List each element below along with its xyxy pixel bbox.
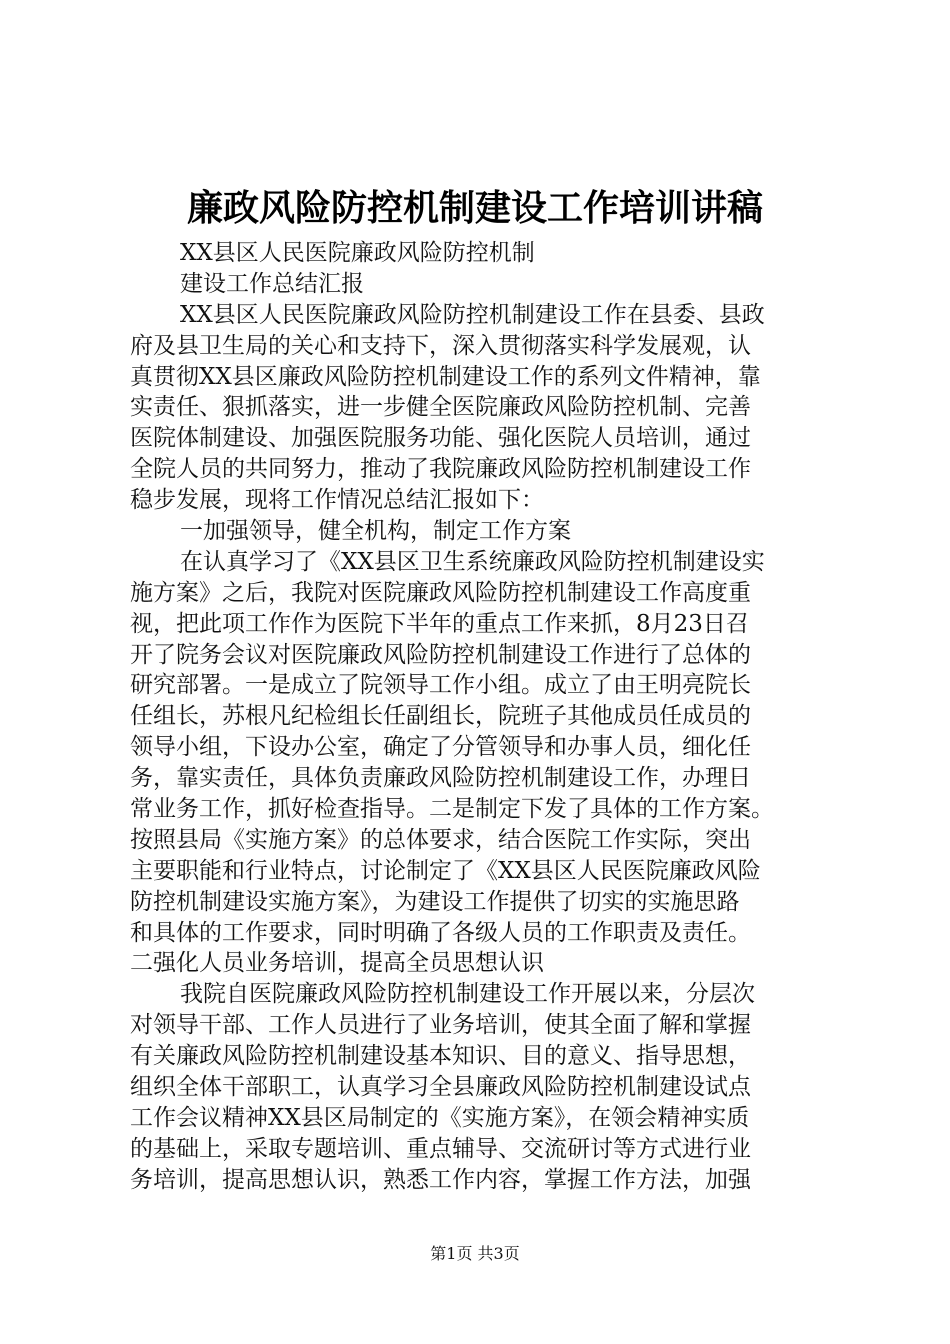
paragraph-line: XX县区人民医院廉政风险防控机制建设工作在县委、县政 [180, 301, 765, 328]
paragraph-line: 实责任、狠抓落实，进一步健全医院廉政风险防控机制、完善 [130, 394, 751, 421]
paragraph-line: 和具体的工作要求，同时明确了各级人员的工作职责及责任。 [130, 919, 751, 946]
subtitle-line: XX县区人民医院廉政风险防控机制 [180, 240, 535, 266]
paragraph-line: 按照县局《实施方案》的总体要求，结合医院工作实际，突出 [130, 826, 751, 853]
paragraph-line: 务培训，提高思想认识，熟悉工作内容，掌握工作方法，加强 [130, 1166, 751, 1193]
paragraph-line: 稳步发展，现将工作情况总结汇报如下： [130, 487, 544, 514]
paragraph-line: 务，靠实责任，具体负责廉政风险防控机制建设工作，办理日 [130, 765, 751, 792]
section-heading: 二强化人员业务培训，提高全员思想认识 [130, 950, 544, 977]
paragraph-line: 我院自医院廉政风险防控机制建设工作开展以来，分层次 [180, 981, 755, 1008]
paragraph-line: 在认真学习了《XX县区卫生系统廉政风险防控机制建设实 [180, 548, 765, 575]
document-title: 廉政风险防控机制建设工作培训讲稿 [186, 187, 763, 229]
paragraph-line: 视，把此项工作作为医院下半年的重点工作来抓，8月23日召 [130, 610, 749, 637]
paragraph-line: 全院人员的共同努力，推动了我院廉政风险防控机制建设工作 [130, 456, 751, 483]
paragraph-line: 防控机制建设实施方案》，为建设工作提供了切实的实施思路 [130, 888, 740, 915]
paragraph-line: 府及县卫生局的关心和支持下，深入贯彻落实科学发展观，认 [130, 332, 751, 359]
paragraph-line: 常业务工作，抓好检查指导。二是制定下发了具体的工作方案。 [130, 796, 774, 823]
page-number-footer: 第1页 共3页 [430, 1244, 520, 1263]
paragraph-line: 研究部署。一是成立了院领导工作小组。成立了由王明亮院长 [130, 672, 751, 699]
paragraph-line: 工作会议精神XX县区局制定的《实施方案》，在领会精神实质 [130, 1104, 750, 1131]
subtitle-line: 建设工作总结汇报 [180, 270, 364, 297]
document-body [130, 238, 834, 1196]
paragraph-line: 主要职能和行业特点，讨论制定了《XX县区人民医院廉政风险 [130, 857, 761, 884]
section-heading: 一加强领导，健全机构，制定工作方案 [180, 518, 571, 545]
paragraph-line: 任组长，苏根凡纪检组长任副组长，院班子其他成员任成员的 [130, 703, 751, 730]
paragraph-line: 组织全体干部职工，认真学习全县廉政风险防控机制建设试点 [130, 1074, 751, 1101]
paragraph-line: 开了院务会议对医院廉政风险防控机制建设工作进行了总体的 [130, 641, 751, 668]
paragraph-line: 有关廉政风险防控机制建设基本知识、目的意义、指导思想， [130, 1043, 751, 1070]
paragraph-line: 真贯彻XX县区廉政风险防控机制建设工作的系列文件精神，靠 [130, 363, 761, 390]
paragraph-line: 对领导干部、工作人员进行了业务培训，使其全面了解和掌握 [130, 1012, 751, 1039]
paragraph-line: 施方案》之后，我院对医院廉政风险防控机制建设工作高度重 [130, 579, 751, 606]
paragraph-line: 领导小组，下设办公室，确定了分管领导和办事人员，细化任 [130, 734, 751, 761]
paragraph-line: 医院体制建设、加强医院服务功能、强化医院人员培训，通过 [130, 425, 751, 452]
paragraph-line: 的基础上，采取专题培训、重点辅导、交流研讨等方式进行业 [130, 1135, 751, 1162]
